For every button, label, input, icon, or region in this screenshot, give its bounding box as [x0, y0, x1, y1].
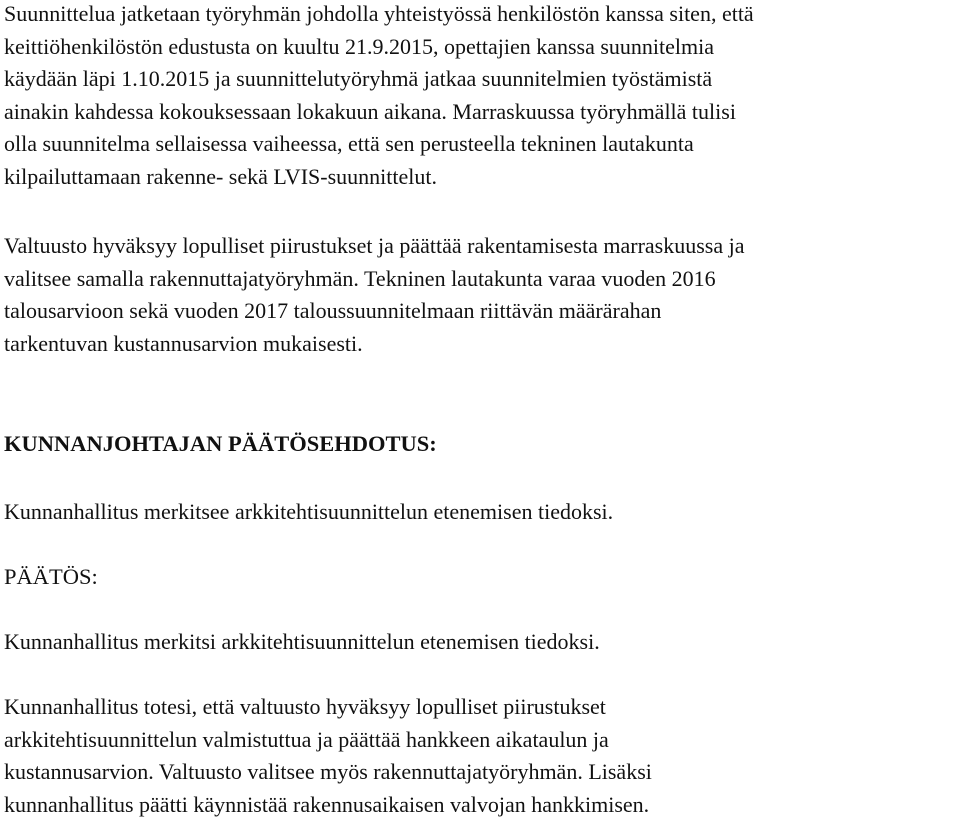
heading-decision: PÄÄTÖS:: [4, 564, 98, 589]
paragraph-council-approval: Valtuusto hyväksyy lopulliset piirustukset ja päättää rakentamisesta marraskuussa ja valitsee samalla rakennuttajatyöryhmän. Tekninen lautakunta varaa vuoden 2016 talousarvioon sekä vuoden 2017 taloussuunnitelmaan riittävän määrärahan tarkentuvan kustannusarvion mukaisesti.: [4, 233, 745, 356]
heading-proposal: KUNNANJOHTAJAN PÄÄTÖSEHDOTUS:: [4, 431, 437, 456]
paragraph-planning-schedule: Suunnittelua jatketaan työryhmän johdolla yhteistyössä henkilöstön kanssa siten, että keittiöhenkilöstön edustusta on kuultu 21.9.2015, opettajien kanssa suunnitelmia käydään läpi 1.10.2015 ja suunnittelutyöryhmä jatkaa suunnitelmien työstämistä ainakin kahdessa kokouksessaan lokakuun aikana. Marraskuussa työryhmällä tulisi olla suunnitelma sellaisessa vaiheessa, että sen perusteella tekninen lautakunta kilpailuttamaan rakenne- sekä LVIS-suunnittelut.: [4, 1, 754, 189]
decision-text-1: Kunnanhallitus merkitsi arkkitehtisuunnittelun etenemisen tiedoksi.: [4, 629, 600, 654]
proposal-text: Kunnanhallitus merkitsee arkkitehtisuunnittelun etenemisen tiedoksi.: [4, 499, 614, 524]
decision-text-2: Kunnanhallitus totesi, että valtuusto hyväksyy lopulliset piirustukset arkkitehtisuunnittelun valmistuttua ja päättää hankkeen aikataulun ja kustannusarvion. Valtuusto valitsee myös rakennuttajatyöryhmän. Lisäksi kunnanhallitus päätti käynnistää rakennusaikaisen valvojan hankkimisen.: [4, 694, 652, 817]
